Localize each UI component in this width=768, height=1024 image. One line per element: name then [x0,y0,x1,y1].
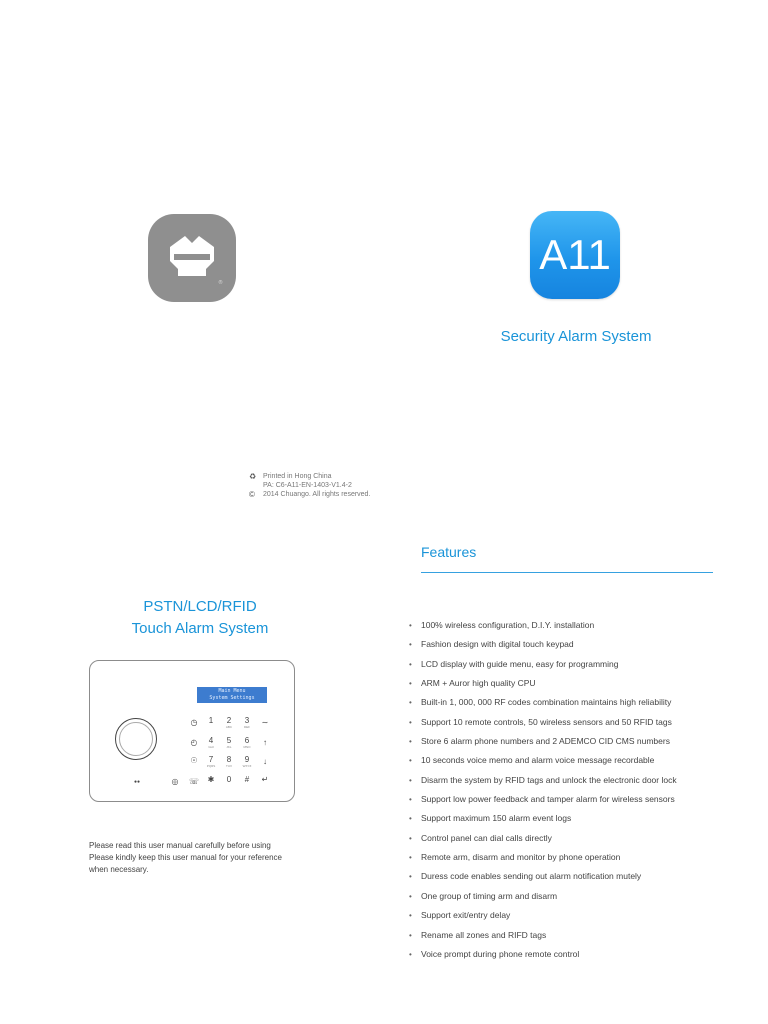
feature-item: • Store 6 alarm phone numbers and 2 ADEMCO CID CMS numbers [409,732,749,751]
feature-item: • Voice prompt during phone remote control [409,945,749,964]
feature-item: • ARM + Auror high quality CPU [409,674,749,693]
feature-item: • Remote arm, disarm and monitor by phone operation [409,848,749,867]
features-divider [421,572,713,573]
key-star: ✱ [207,775,215,784]
key-9: 9 WXYZ [242,755,252,768]
features-heading: Features [421,544,477,560]
product-title [90,596,310,640]
product-subtitle: Security Alarm System [500,328,652,345]
key-1: 1 [208,716,214,725]
feature-item: • 100% wireless configuration, D.I.Y. installation [409,616,749,635]
key-7: 7 PQRS [206,755,216,768]
imprint-printed: Printed in Hong China [263,473,332,480]
feature-item: • Support exit/entry delay [409,906,749,925]
feature-item: • Disarm the system by RFID tags and unlock the electronic door lock [409,771,749,790]
product-title-line1: PSTN/LCD/RFID [143,598,257,615]
key-side-1: ∼ [261,718,269,727]
feature-item: • 10 seconds voice memo and alarm voice message recordable [409,751,749,770]
feature-item: • Support low power feedback and tamper alarm for wireless sensors [409,790,749,809]
key-phone: ☏ [188,777,199,786]
key-icon-3: ☉ [190,756,198,765]
feature-item: • Duress code enables sending out alarm notification mutely [409,867,749,886]
key-5: 5 JKL [226,736,232,749]
feature-item: • Built-in 1, 000, 000 RF codes combination maintains high reliability [409,693,749,712]
touch-ring-inner [119,722,153,756]
key-3: 3 DEF [244,716,250,729]
manual-notice [89,840,329,876]
feature-item: • One group of timing arm and disarm [409,887,749,906]
product-badge: A11 [530,211,620,299]
key-2: 2 ABC [225,716,233,729]
key-side-3: ↓ [263,757,267,766]
key-0: 0 [226,775,232,784]
key-8: 8 TUV [226,755,232,768]
lcd-line2: System Settings [209,695,255,701]
key-hash: # [244,775,250,784]
lcd-screen [197,687,267,703]
recycle-icon: ♻ [249,472,257,481]
notice-line2: Please kindly keep this user manual for your reference [89,853,282,862]
feature-item: • Support 10 remote controls, 50 wireless sensors and 50 RFID tags [409,713,749,732]
feature-item: • Fashion design with digital touch keypad [409,635,749,654]
imprint [249,472,370,499]
notice-line3: when necessary. [89,865,149,874]
feature-item: • Control panel can dial calls directly [409,829,749,848]
key-bottom-left: ●● [133,779,141,785]
key-side-2: ↑ [263,738,267,747]
copyright-icon: © [249,490,255,499]
control-panel-illustration [89,660,295,802]
imprint-copyright: 2014 Chuango. All rights reserved. [263,491,371,498]
key-icon-1: ◷ [190,718,198,727]
features-list [409,616,749,964]
feature-item: • Rename all zones and RIFD tags [409,926,749,945]
brand-logo [148,214,236,302]
notice-line1: Please read this user manual carefully before using [89,841,271,850]
key-enter: ↵ [261,775,269,784]
key-icon-2: ◴ [190,738,198,747]
product-title-line2: Touch Alarm System [131,620,269,637]
imprint-part-number: PA: C6-A11-EN-1403-V1.4-2 [263,482,352,489]
feature-item: • LCD display with guide menu, easy for programming [409,655,749,674]
key-4: 4 GHI [208,736,214,749]
feature-item: • Support maximum 150 alarm event logs [409,809,749,828]
registered-mark: ® [218,280,223,286]
key-sos: ◎ [171,777,179,786]
key-6: 6 MNO [243,736,251,749]
lcd-line1: Main Menu [218,688,246,694]
